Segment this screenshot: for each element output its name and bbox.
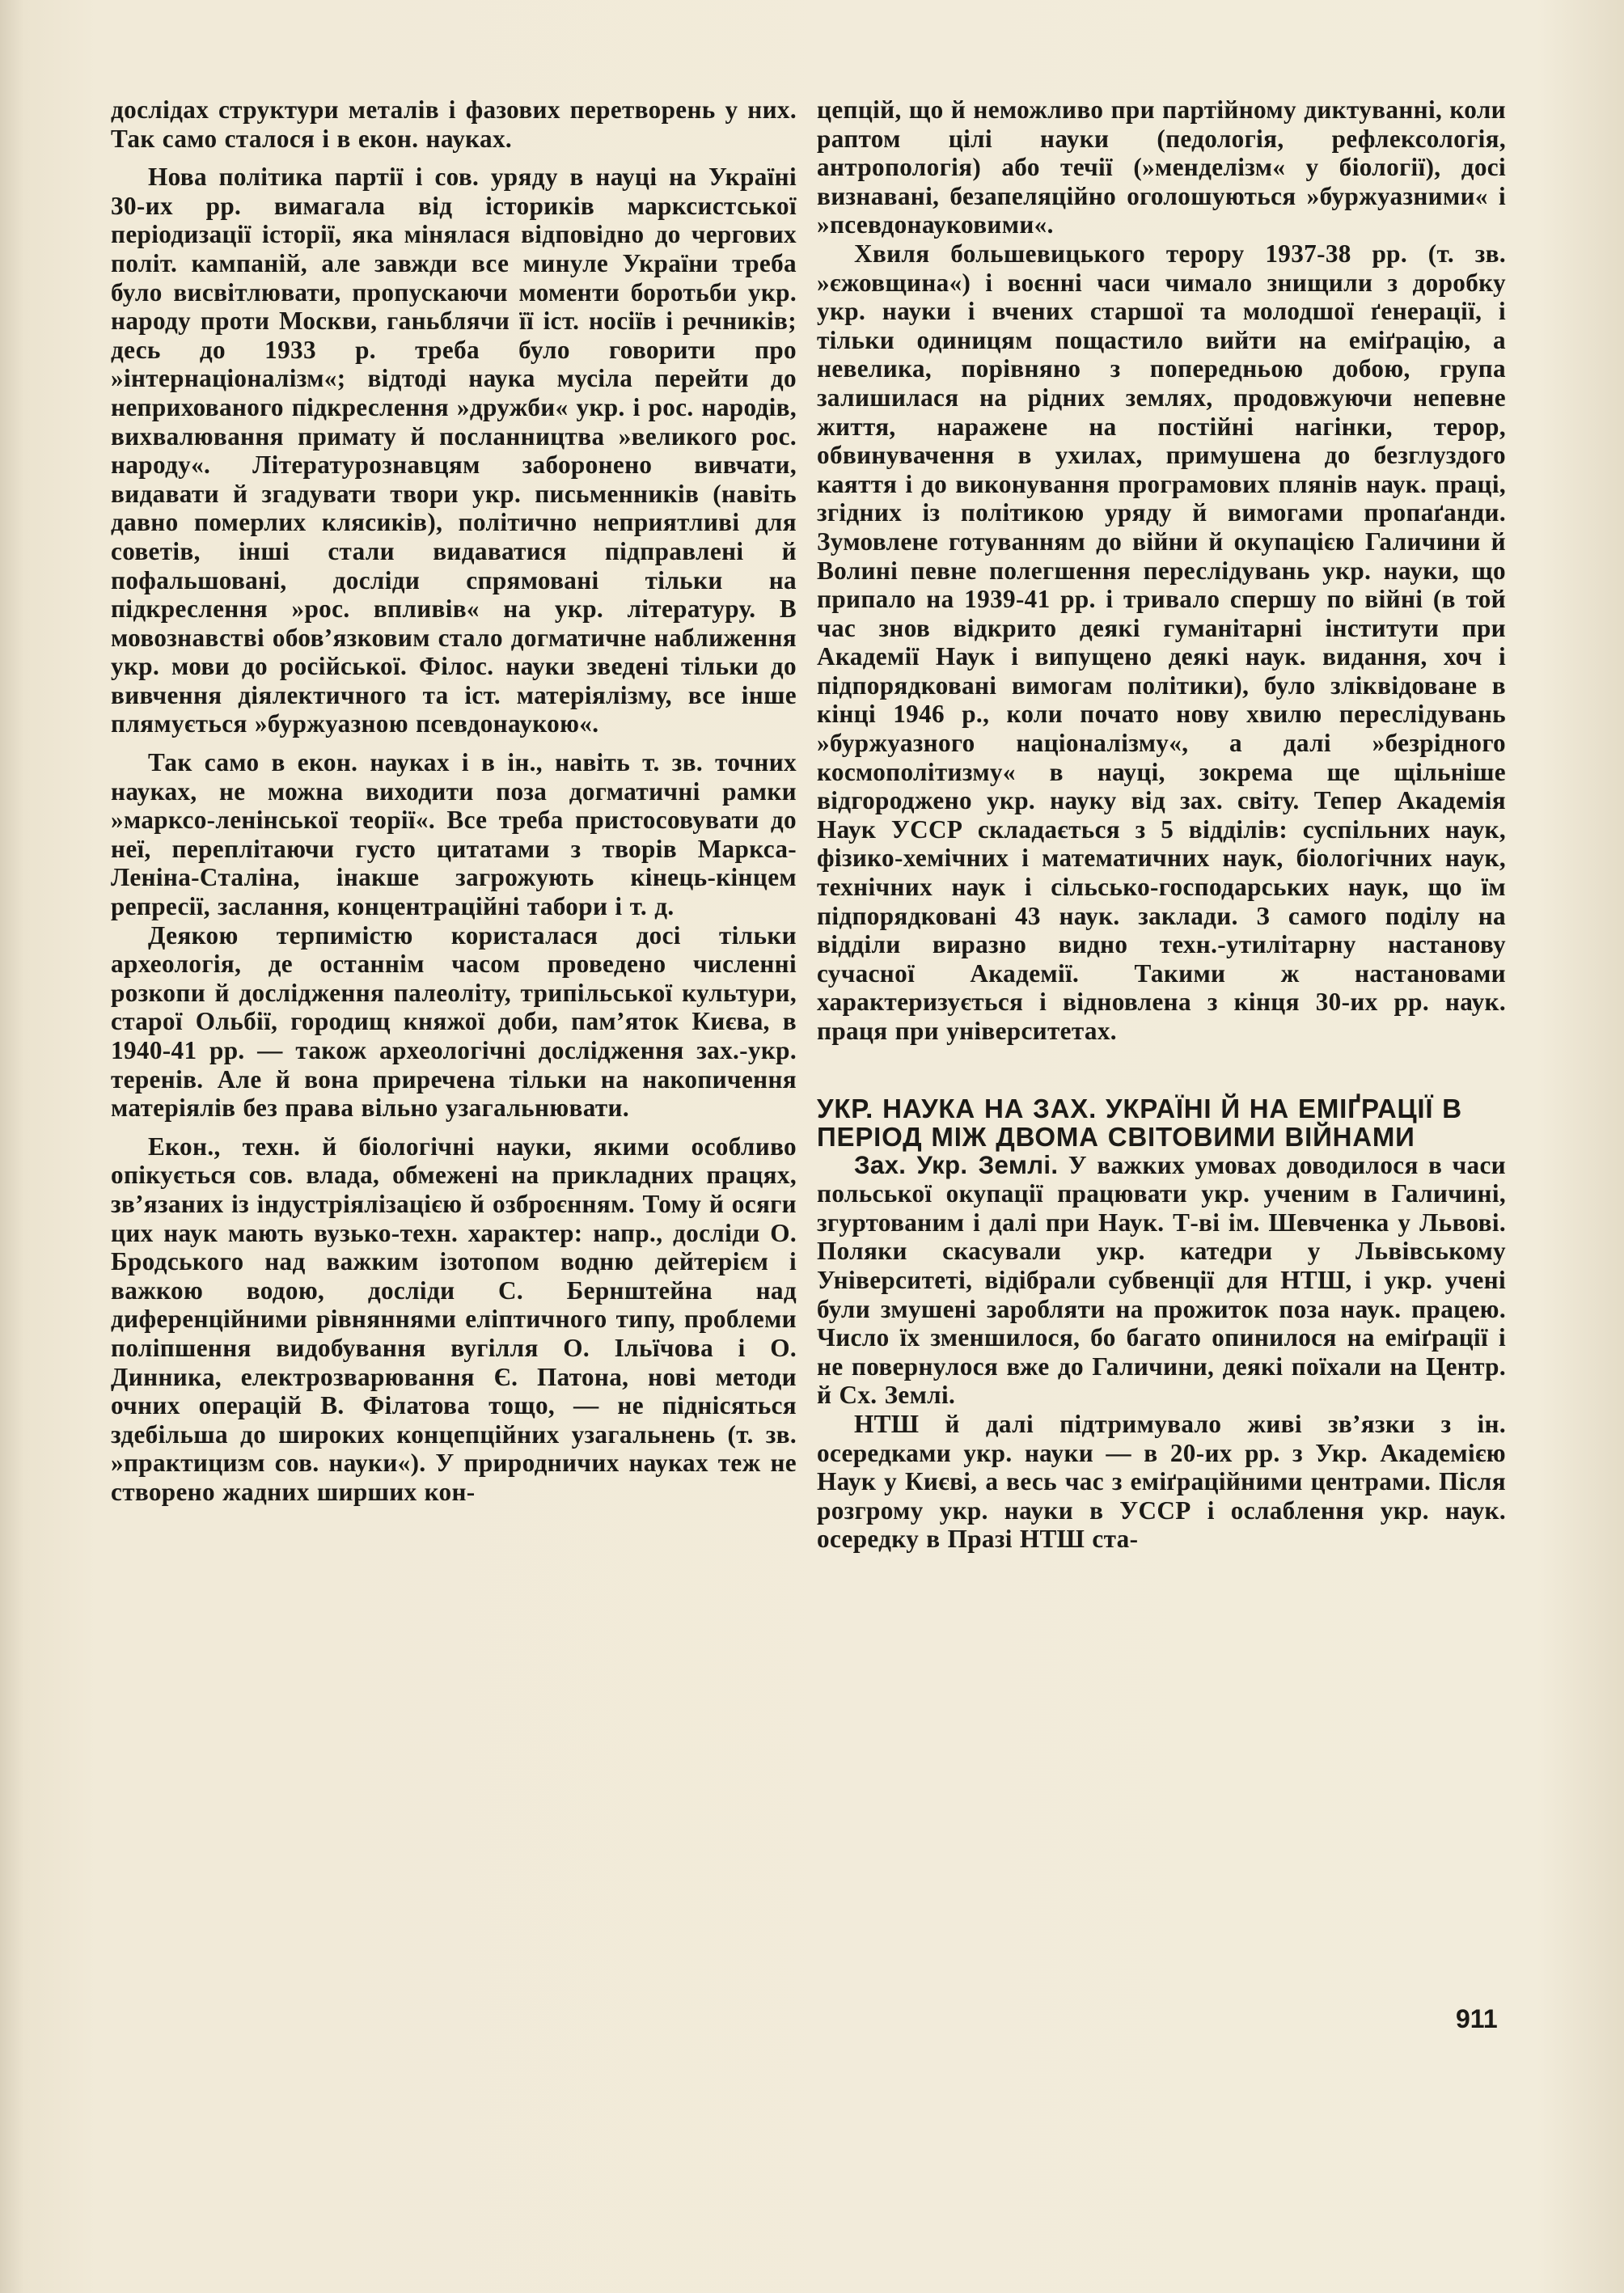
left-text-column — [111, 95, 797, 1507]
right-paragraph-1: цепцій, що й неможливо при партійному диктуванні, коли раптом цілі науки (педологія, рефлексологія, антропологія) або течії (»менделізм« у біології), досі визнавані, безапеляційно оголошуються »буржуазними« і »псевдонауковими«. — [817, 95, 1506, 239]
right-paragraph-2: Хвиля большевицького терору 1937-38 рр. (т. зв. »єжовщина«) і воєнні часи чимало знищили з доробку укр. науки і вчених старшої та молодшої ґенерації, і тільки одиницям пощастило вийти на еміґрацію, а невелика, порівняно з попередньою добою, група залишилася на рідних землях, продовжуючи непевне життя, наражене на постійні нагінки, терор, обвинувачення в ухилах, примушена до безглуздого каяття і до виконування програмових плянів наук. праці, згідних із політикою уряду й вимогами пропаґанди. Зумовлене готуванням до війни й окупацією Галичини й Волині певне полегшення переслідувань укр. науки, що припало на 1939-41 рр. і тривало спершу по війні (в той час знов відкрито деякі гуманітарні інститути при Академії Наук і випущено деякі наук. видання, хоч і підпорядковані вимогам політики), було зліквідоване в кінці 1946 р., коли почато нову хвилю переслідувань »буржуазного націоналізму«, а далі »безрідного космополітизму« в науці, зокрема ще щільніше відгороджено укр. науку від зах. світу. Тепер Академія Наук УССР складається з 5 відділів: суспільних наук, фізико-хемічних і математичних наук, біологічних наук, технічних наук і сільсько-господарських наук, що їм підпорядковані 43 наук. заклади. З самого поділу на відділи виразно видно техн.-утилітарну настанову сучасної Академії. Такими ж настановами характеризується і відновлена з кінця 30-их рр. наук. праця при університетах. — [817, 239, 1506, 1045]
right-paragraph-3-text: У важких умовах доводилося в часи польської окупації працювати укр. ученим в Галичині, згуртованим і далі при Наук. Т-ві ім. Шевченка у Львові. Поляки скасували укр. катедри у Львівському Університеті, відібрали субвенції для НТШ, і укр. учені були змушені заробляти на прожиток поза наук. працею. Число їх зменшилося, бо багато опинилося на еміґрації і не повернулося вже до Галичини, деякі поїхали на Центр. й Сх. Землі. — [817, 1150, 1506, 1410]
left-paragraph-5: Екон., техн. й біологічні науки, якими особливо опікується сов. влада, обмежені на прикладних працях, зв’язаних із індустріялізацією й озброєнням. Тому й осяги цих наук мають вузько-техн. характер: напр., досліди О. Бродського над важким ізотопом водню дейтерієм і важкою водою, досліди С. Бернштейна над диференційними рівняннями еліптичного типу, проблеми поліпшення видобування вугілля О. Ільїчова і О. Динника, електрозварювання Є. Патона, нові методи очних операцій В. Філатова тощо, — не піднісяться здебільша до широких концепційних узагальнень (т. зв. »практицизм сов. науки«). У природничих науках теж не створено жадних ширших кон- — [111, 1132, 797, 1506]
section-heading: УКР. НАУКА НА ЗАХ. УКРАЇНІ Й НА ЕМІҐРАЦІЇ В ПЕРІОД МІЖ ДВОМА СВІТОВИМИ ВІЙНАМИ — [817, 1093, 1462, 1152]
left-paragraph-4: Деякою терпимістю користалася досі тільки археологія, де останнім часом проведено численні розкопи й дослідження палеоліту, трипільської культури, старої Ольбії, городищ княжої доби, пам’яток Києва, в 1940-41 рр. — також археологічні дослідження зах.-укр. теренів. Але й вона приречена тільки на накопичення матеріялів без права вільно узагальнювати. — [111, 920, 797, 1123]
runin-subheading: Зах. Укр. Землі. — [854, 1150, 1059, 1179]
right-paragraph-3 — [817, 1151, 1506, 1410]
left-paragraph-1: дослідах структури металів і фазових перетворень у них. Так само сталося і в екон. науках. — [111, 95, 797, 153]
page-number: 911 — [1456, 2004, 1498, 2033]
left-paragraph-2: Нова політика партії і сов. уряду в науці на Україні 30-их рр. вимагала від істориків марксистської періодизації історії, яка мінялася відповідно до чергових політ. кампаній, але завжди все минуле України треба було висвітлювати, пропускаючи моменти боротьби укр. народу проти Москви, ганьблячи її іст. носіїв і речників; десь до 1933 р. треба було говорити про »інтернаціоналізм«; відтоді наука мусіла перейти до неприхованого підкреслення »дружби« укр. і рос. народів, вихвалювання примату й посланництва »великого рос. народу«. Літературознавцям заборонено вивчати, видавати й згадувати твори укр. письменників (навіть давно померлих клясиків), політично неприятливі для советів, інші стали видаватися підправлені й пофальшовані, досліди спрямовані тільки на підкреслення »рос. впливів« на укр. літературу. В мовознавстві обов’язковим стало догматичне наближення укр. мови до російської. Філос. науки зведені тільки до вивчення діялектичного та іст. матеріялізму, все інше плямується »буржуазною псевдонаукою«. — [111, 163, 797, 738]
left-paragraph-3: Так само в екон. науках і в ін., навіть т. зв. точних науках, не можна виходити поза догматичні рамки »марксо-ленінської теорії«. Все треба пристосовувати до неї, переплітаючи густо цитатами з творів Маркса-Леніна-Сталіна, інакше загрожують кінець-кінцем репресії, заслання, концентраційні табори і т. д. — [111, 748, 797, 921]
right-text-column — [817, 95, 1506, 1554]
right-paragraph-4: НТШ й далі підтримувало живі зв’язки з ін. осередками укр. науки — в 20-их рр. з Укр. Академією Наук у Києві, а весь час з еміґраційними центрами. Після розгрому укр. науки в УССР і ослаблення укр. наук. осередку в Празі НТШ ста- — [817, 1409, 1506, 1554]
